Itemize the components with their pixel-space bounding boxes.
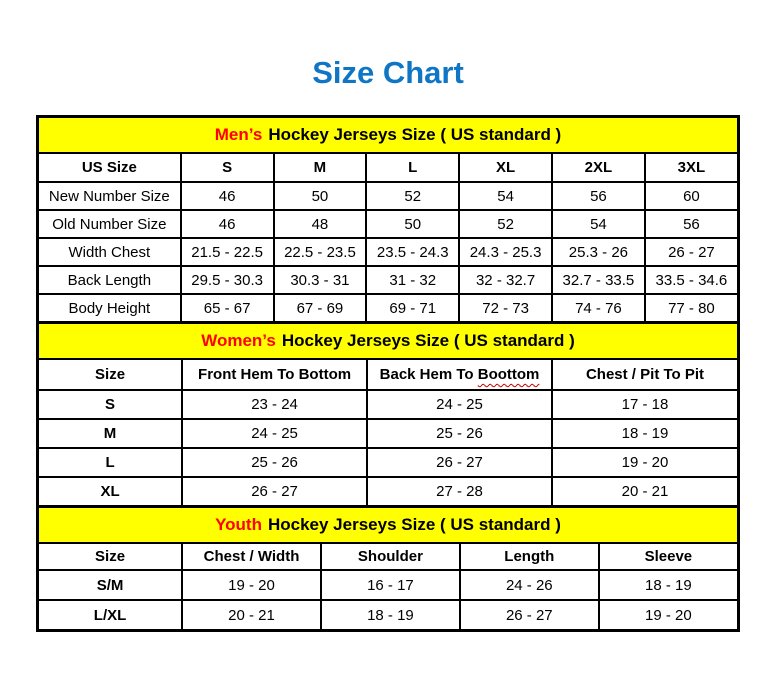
column-header: US Size — [39, 154, 181, 182]
size-value-cell: 29.5 - 30.3 — [181, 266, 274, 294]
row-label: Width Chest — [39, 238, 181, 266]
mens-section-title: Hockey Jerseys Size ( US standard ) — [268, 125, 562, 145]
column-header: 2XL — [552, 154, 645, 182]
column-header: XL — [459, 154, 552, 182]
column-header: Chest / Width — [182, 544, 321, 570]
mens-row-body-height — [39, 294, 737, 321]
size-value-cell: 19 - 20 — [599, 600, 737, 629]
size-value-cell: 19 - 20 — [182, 570, 321, 600]
size-value-cell: 19 - 20 — [552, 448, 737, 477]
size-value-cell: 32 - 32.7 — [459, 266, 552, 294]
size-value-cell: 17 - 18 — [552, 390, 737, 419]
size-value-cell: 50 — [366, 210, 459, 238]
column-header-text: Back Hem To — [379, 366, 478, 384]
row-label: S — [39, 390, 182, 419]
size-value-cell: 60 — [645, 182, 737, 210]
size-value-cell: 26 - 27 — [367, 448, 552, 477]
youth-row-s-m — [39, 570, 737, 600]
size-value-cell: 24 - 25 — [182, 419, 367, 448]
size-value-cell: 23 - 24 — [182, 390, 367, 419]
size-value-cell: 74 - 76 — [552, 294, 645, 321]
size-value-cell: 46 — [181, 182, 274, 210]
size-value-cell: 26 - 27 — [645, 238, 737, 266]
size-value-cell: 50 — [274, 182, 367, 210]
misspelled-word: Boottom — [477, 366, 540, 384]
row-label: Back Length — [39, 266, 181, 294]
mens-section-header — [39, 118, 737, 154]
size-value-cell: 25 - 26 — [367, 419, 552, 448]
row-label: S/M — [39, 570, 182, 600]
row-label: M — [39, 419, 182, 448]
size-value-cell: 52 — [366, 182, 459, 210]
size-value-cell: 20 - 21 — [182, 600, 321, 629]
column-header: Chest / Pit To Pit — [552, 360, 737, 390]
mens-row-new-number-size — [39, 182, 737, 210]
size-value-cell: 18 - 19 — [321, 600, 460, 629]
size-value-cell: 54 — [459, 182, 552, 210]
size-value-cell: 31 - 32 — [366, 266, 459, 294]
size-value-cell: 48 — [274, 210, 367, 238]
row-label: New Number Size — [39, 182, 181, 210]
womens-section-header — [39, 321, 737, 360]
size-value-cell: 56 — [645, 210, 737, 238]
size-value-cell: 26 - 27 — [182, 477, 367, 505]
column-header: Size — [39, 544, 182, 570]
column-header: 3XL — [645, 154, 737, 182]
row-label: L/XL — [39, 600, 182, 629]
size-value-cell: 65 - 67 — [181, 294, 274, 321]
mens-column-header-row — [39, 154, 737, 182]
size-value-cell: 72 - 73 — [459, 294, 552, 321]
mens-table — [39, 154, 737, 321]
size-value-cell: 21.5 - 22.5 — [181, 238, 274, 266]
womens-row-xl — [39, 477, 737, 505]
size-value-cell: 24.3 - 25.3 — [459, 238, 552, 266]
mens-row-old-number-size — [39, 210, 737, 238]
youth-section-title: Hockey Jerseys Size ( US standard ) — [267, 515, 561, 535]
size-value-cell: 46 — [181, 210, 274, 238]
column-header: Front Hem To Bottom — [182, 360, 367, 390]
size-value-cell: 16 - 17 — [321, 570, 460, 600]
size-value-cell: 20 - 21 — [552, 477, 737, 505]
mens-row-width-chest — [39, 238, 737, 266]
column-header: Sleeve — [599, 544, 737, 570]
womens-row-s — [39, 390, 737, 419]
size-value-cell: 69 - 71 — [366, 294, 459, 321]
youth-section-accent: Youth — [215, 515, 262, 535]
size-value-cell: 18 - 19 — [599, 570, 737, 600]
size-value-cell: 23.5 - 24.3 — [366, 238, 459, 266]
size-value-cell: 24 - 26 — [460, 570, 599, 600]
size-chart — [36, 115, 740, 632]
womens-section-title: Hockey Jerseys Size ( US standard ) — [281, 331, 575, 351]
womens-table — [39, 360, 737, 505]
column-header: Shoulder — [321, 544, 460, 570]
mens-row-back-length — [39, 266, 737, 294]
row-label: L — [39, 448, 182, 477]
column-header — [367, 360, 552, 390]
size-value-cell: 25.3 - 26 — [552, 238, 645, 266]
row-label: Body Height — [39, 294, 181, 321]
womens-column-header-row — [39, 360, 737, 390]
column-header: M — [274, 154, 367, 182]
column-header: S — [181, 154, 274, 182]
mens-section-accent: Men’s — [214, 125, 263, 145]
size-value-cell: 18 - 19 — [552, 419, 737, 448]
size-value-cell: 22.5 - 23.5 — [274, 238, 367, 266]
size-value-cell: 30.3 - 31 — [274, 266, 367, 294]
size-value-cell: 25 - 26 — [182, 448, 367, 477]
youth-row-l-xl — [39, 600, 737, 629]
column-header: Length — [460, 544, 599, 570]
womens-section-accent: Women’s — [201, 331, 276, 351]
page-title: Size Chart — [312, 55, 464, 90]
youth-column-header-row — [39, 544, 737, 570]
size-value-cell: 33.5 - 34.6 — [645, 266, 737, 294]
youth-table — [39, 544, 737, 629]
row-label: XL — [39, 477, 182, 505]
size-value-cell: 26 - 27 — [460, 600, 599, 629]
size-value-cell: 27 - 28 — [367, 477, 552, 505]
size-value-cell: 56 — [552, 182, 645, 210]
size-value-cell: 77 - 80 — [645, 294, 737, 321]
size-value-cell: 54 — [552, 210, 645, 238]
womens-row-l — [39, 448, 737, 477]
size-value-cell: 24 - 25 — [367, 390, 552, 419]
womens-row-m — [39, 419, 737, 448]
size-value-cell: 67 - 69 — [274, 294, 367, 321]
size-value-cell: 52 — [459, 210, 552, 238]
column-header: L — [366, 154, 459, 182]
column-header: Size — [39, 360, 182, 390]
youth-section-header — [39, 505, 737, 544]
row-label: Old Number Size — [39, 210, 181, 238]
size-value-cell: 32.7 - 33.5 — [552, 266, 645, 294]
